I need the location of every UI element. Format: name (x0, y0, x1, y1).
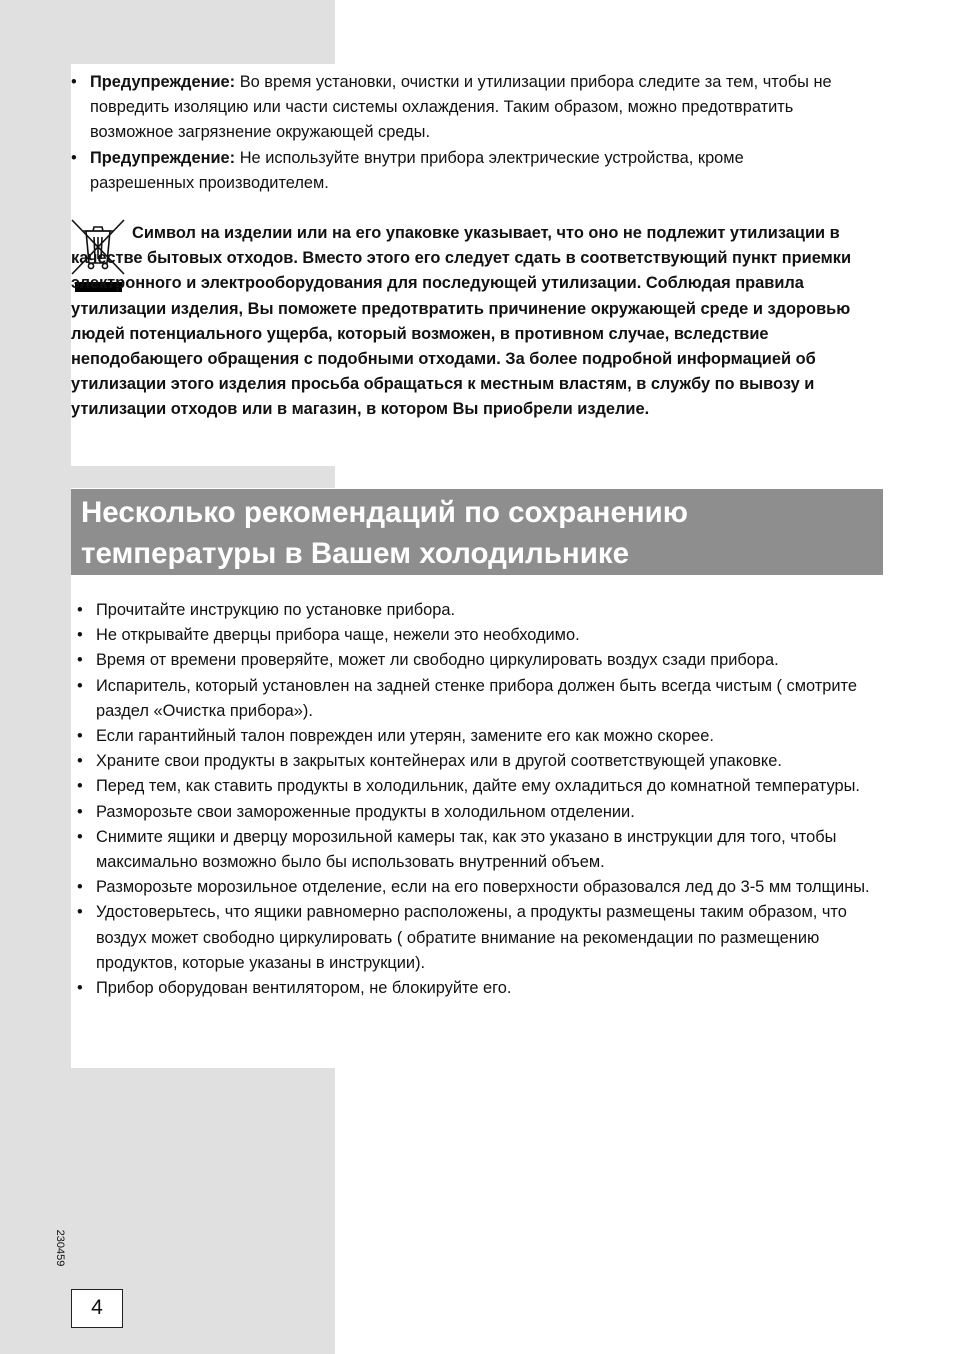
warning-text: Не используйте внутри прибора электрические устройства, кроме разрешенных производителем. (90, 148, 744, 192)
list-item: • Храните свои продукты в закрытых контейнерах или в другой соответствующей упаковке. (77, 749, 877, 774)
warning-text: Во время установки, очистки и утилизации прибора следите за тем, чтобы не повредить изоляцию или части системы охлаждения. Таким образом, можно предотвратить возможное загрязнение окружающей среды. (90, 73, 832, 142)
list-item: • Разморозьте свои замороженные продукты в холодильном отделении. (77, 800, 877, 825)
warning-label: Предупреждение: (90, 73, 236, 91)
warning-item (71, 70, 851, 146)
warnings-list (71, 70, 851, 196)
section-heading-line: Несколько рекомендаций по сохранению (81, 496, 688, 529)
list-item: • Если гарантийный талон поврежден или утерян, замените его как можно скорее. (77, 724, 877, 749)
section-heading (71, 489, 883, 575)
page-number: 4 (71, 1289, 123, 1328)
list-item: • Не открывайте дверцы прибора чаще, нежели это необходимо. (77, 623, 877, 648)
list-item: • Перед тем, как ставить продукты в холодильник, дайте ему охладиться до комнатной температуры. (77, 774, 877, 799)
list-item: • Прочитайте инструкцию по установке прибора. (77, 598, 877, 623)
list-item: • Испаритель, который установлен на задней стенке прибора должен быть всегда чистым ( смотрите раздел «Очистка прибора»). (77, 674, 877, 724)
tips-list (77, 598, 877, 1001)
warning-item (71, 146, 851, 196)
list-item: • Разморозьте морозильное отделение, если на его поверхности образовался лед до 3-5 мм толщины. (77, 875, 877, 900)
list-item: • Снимите ящики и дверцу морозильной камеры так, как это указано в инструкции для того, чтобы максимально возможно было бы использовать внутренний объем. (77, 825, 877, 875)
warning-label: Предупреждение: (90, 148, 236, 167)
disposal-notice: Символ на изделии или на его упаковке указывает, что оно не подлежит утилизации в качестве бытовых отходов. Вместо этого его следует сдать в соответствующий пункт приемки электронного и электрооборудования для последующей утилизации. Соблюдая правила утилизации изделия, Вы поможете предотвратить причинение окружающей среде и здоровью людей потенциального ущерба, который возможен, в противном случае, вследствие неподобающего обращения с подобными отходами. За более подробной информацией об утилизации этого изделия просьба обращаться к местным властям, в службу по вывозу и утилизации отходов или в магазин, в котором Вы приобрели изделие. (71, 224, 852, 419)
list-item: • Время от времени проверяйте, может ли свободно циркулировать воздух сзади прибора. (77, 648, 877, 673)
list-item: • Прибор оборудован вентилятором, не блокируйте его. (77, 976, 877, 1001)
document-code: 230459 (54, 1229, 66, 1267)
list-item: • Удостоверьтесь, что ящики равномерно расположены, а продукты размещены таким образом, что воздух может свободно циркулировать ( обратите внимание на рекомендации по размещению продуктов, которые указаны в инструкции). (77, 900, 877, 976)
section-heading-line: температуры в Вашем холодильнике (81, 537, 630, 570)
